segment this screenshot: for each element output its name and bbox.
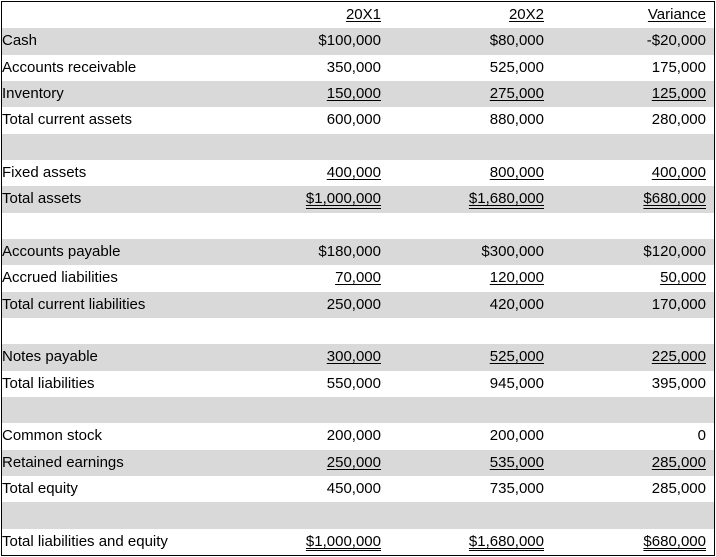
- row-label: [2, 397, 232, 423]
- value-20x1-cell: [232, 318, 381, 344]
- table-row: [2, 107, 714, 133]
- value-variance-cell: [544, 371, 706, 397]
- value-20x2-cell: [381, 265, 544, 291]
- value-20x1-cell: [232, 397, 381, 423]
- header-20x1-text: 20X1: [345, 6, 381, 24]
- value-20x1: 400,000: [326, 164, 381, 182]
- header-20x2-text: 20X2: [508, 6, 544, 24]
- value-20x2: $1,680,000: [468, 190, 544, 208]
- value-20x2-cell: [381, 344, 544, 370]
- value-variance-cell: [544, 529, 706, 555]
- row-label: Retained earnings: [2, 450, 232, 476]
- value-variance-cell: [544, 344, 706, 370]
- row-label: Fixed assets: [2, 164, 87, 182]
- pad-cell: [706, 2, 714, 28]
- value-20x1: $1,000,000: [305, 190, 381, 208]
- value-variance: 125,000: [651, 85, 706, 103]
- row-label: [2, 502, 232, 528]
- value-variance-cell: [544, 318, 706, 344]
- value-20x2-cell: [381, 476, 544, 502]
- value-variance-cell: [544, 107, 706, 133]
- pad-cell: [706, 55, 714, 81]
- value-variance-cell: [544, 134, 706, 160]
- pad-cell: [706, 134, 714, 160]
- value-20x1-cell: [232, 371, 381, 397]
- header-variance: [544, 2, 706, 28]
- value-variance-cell: [544, 186, 706, 212]
- table-row: [2, 397, 714, 423]
- value-20x2: 120,000: [489, 269, 544, 287]
- value-20x1-cell: [232, 265, 381, 291]
- value-20x1-cell: [232, 502, 381, 528]
- row-label: Accounts payable: [2, 239, 232, 265]
- value-variance: 50,000: [660, 269, 706, 287]
- value-variance-cell: [544, 28, 706, 54]
- value-20x2: 945,000: [489, 374, 544, 392]
- value-20x2: 735,000: [489, 480, 544, 498]
- row-label: [2, 318, 232, 344]
- value-20x2: 800,000: [489, 164, 544, 182]
- value-variance: 285,000: [651, 480, 706, 498]
- value-20x1: 350,000: [326, 58, 381, 76]
- table-row: [2, 81, 714, 107]
- pad-cell: [706, 318, 714, 344]
- value-20x1-cell: [232, 344, 381, 370]
- value-20x1: 250,000: [326, 453, 381, 471]
- pad-cell: [706, 292, 714, 318]
- table-row: [2, 450, 714, 476]
- table-row: [2, 134, 714, 160]
- value-variance-cell: [544, 55, 706, 81]
- value-20x2: 420,000: [489, 295, 544, 313]
- row-label: Cash: [2, 28, 232, 54]
- balance-sheet-table-frame: [1, 1, 715, 556]
- pad-cell: [706, 239, 714, 265]
- header-20x1: [232, 2, 381, 28]
- pad-cell: [706, 371, 714, 397]
- table-row: [2, 318, 714, 344]
- value-variance-cell: [544, 265, 706, 291]
- value-20x1: $1,000,000: [305, 532, 381, 550]
- value-20x2-cell: [381, 292, 544, 318]
- pad-cell: [706, 423, 714, 449]
- row-label: Total current liabilities: [2, 292, 232, 318]
- value-20x1-cell: [232, 239, 381, 265]
- value-variance: 280,000: [651, 111, 706, 129]
- value-variance: 285,000: [651, 453, 706, 471]
- value-20x2: 535,000: [489, 453, 544, 471]
- header-variance-text: Variance: [647, 6, 706, 24]
- value-variance: 175,000: [651, 58, 706, 76]
- value-20x1: 600,000: [326, 111, 381, 129]
- value-variance: $680,000: [643, 532, 706, 550]
- table-row: [2, 55, 714, 81]
- value-variance-cell: [544, 239, 706, 265]
- table-row: [2, 213, 714, 239]
- value-variance: 0: [697, 427, 706, 445]
- pad-cell: [706, 397, 714, 423]
- table-row: [2, 239, 714, 265]
- value-variance-cell: [544, 502, 706, 528]
- value-20x2-cell: [381, 450, 544, 476]
- pad-cell: [706, 186, 714, 212]
- value-20x2-cell: [381, 28, 544, 54]
- value-20x2: 525,000: [489, 58, 544, 76]
- value-20x1: 200,000: [326, 427, 381, 445]
- pad-cell: [706, 450, 714, 476]
- table-row: [2, 529, 714, 555]
- row-label: Inventory: [2, 81, 232, 107]
- value-20x2-cell: [381, 502, 544, 528]
- value-variance-cell: [544, 213, 706, 239]
- row-label: Total assets: [2, 186, 232, 212]
- row-label: [2, 134, 232, 160]
- table-row: [2, 160, 714, 186]
- value-20x1-cell: [232, 28, 381, 54]
- table-row: [2, 502, 714, 528]
- value-20x2: $300,000: [481, 243, 544, 261]
- value-20x2-cell: [381, 397, 544, 423]
- row-label: Total liabilities: [2, 374, 95, 392]
- value-20x1: 450,000: [326, 480, 381, 498]
- pad-cell: [706, 160, 714, 186]
- pad-cell: [706, 265, 714, 291]
- pad-cell: [706, 81, 714, 107]
- value-20x1-cell: [232, 160, 381, 186]
- table-body: [2, 2, 714, 555]
- value-20x2-cell: [381, 423, 544, 449]
- row-label: Accrued liabilities: [2, 269, 118, 287]
- pad-cell: [706, 344, 714, 370]
- value-20x1-cell: [232, 476, 381, 502]
- row-label: [2, 213, 232, 239]
- header-label-cell: [2, 2, 232, 28]
- balance-sheet-table: [2, 2, 714, 555]
- row-label: Total current assets: [2, 111, 133, 129]
- value-variance-cell: [544, 423, 706, 449]
- value-20x1-cell: [232, 107, 381, 133]
- value-20x2-cell: [381, 81, 544, 107]
- row-label: Common stock: [2, 427, 103, 445]
- value-20x1: 70,000: [335, 269, 381, 287]
- value-20x2-cell: [381, 186, 544, 212]
- value-20x1: $100,000: [318, 32, 381, 50]
- header-20x2: [381, 2, 544, 28]
- pad-cell: [706, 502, 714, 528]
- pad-cell: [706, 28, 714, 54]
- value-20x1-cell: [232, 55, 381, 81]
- value-variance-cell: [544, 81, 706, 107]
- value-20x1: 550,000: [326, 374, 381, 392]
- value-20x1-cell: [232, 186, 381, 212]
- value-variance: -$20,000: [646, 32, 706, 50]
- row-label: Accounts receivable: [2, 58, 137, 76]
- pad-cell: [706, 213, 714, 239]
- value-20x1: 150,000: [326, 85, 381, 103]
- value-20x1-cell: [232, 450, 381, 476]
- value-20x2-cell: [381, 318, 544, 344]
- value-20x1-cell: [232, 81, 381, 107]
- value-20x2: 880,000: [489, 111, 544, 129]
- value-variance-cell: [544, 476, 706, 502]
- value-variance-cell: [544, 292, 706, 318]
- value-20x2: 200,000: [489, 427, 544, 445]
- row-label: Total equity: [2, 480, 78, 498]
- table-row: [2, 28, 714, 54]
- value-20x2-cell: [381, 239, 544, 265]
- table-row: [2, 186, 714, 212]
- pad-cell: [706, 107, 714, 133]
- pad-cell: [706, 476, 714, 502]
- value-variance-cell: [544, 397, 706, 423]
- table-row: [2, 476, 714, 502]
- value-variance: 225,000: [651, 348, 706, 366]
- value-20x2-cell: [381, 371, 544, 397]
- value-20x2-cell: [381, 213, 544, 239]
- value-20x1-cell: [232, 529, 381, 555]
- value-20x2-cell: [381, 160, 544, 186]
- table-row: [2, 292, 714, 318]
- value-20x1: 300,000: [326, 348, 381, 366]
- value-20x2: $80,000: [489, 32, 544, 50]
- value-20x1: 250,000: [326, 295, 381, 313]
- value-20x2: $1,680,000: [468, 532, 544, 550]
- value-variance: 400,000: [651, 164, 706, 182]
- table-row: [2, 423, 714, 449]
- value-20x2-cell: [381, 107, 544, 133]
- row-label: Total liabilities and equity: [2, 532, 168, 550]
- value-variance: $120,000: [643, 243, 706, 261]
- value-variance: 170,000: [651, 295, 706, 313]
- pad-cell: [706, 529, 714, 555]
- value-variance: 395,000: [651, 374, 706, 392]
- value-20x2-cell: [381, 529, 544, 555]
- value-20x1-cell: [232, 423, 381, 449]
- header-row: [2, 2, 714, 28]
- value-20x2: 525,000: [489, 348, 544, 366]
- value-20x1-cell: [232, 213, 381, 239]
- value-variance-cell: [544, 450, 706, 476]
- table-row: [2, 371, 714, 397]
- value-20x1-cell: [232, 134, 381, 160]
- value-20x2-cell: [381, 134, 544, 160]
- table-row: [2, 265, 714, 291]
- value-20x2-cell: [381, 55, 544, 81]
- value-20x1-cell: [232, 292, 381, 318]
- value-20x1: $180,000: [318, 243, 381, 261]
- value-20x2: 275,000: [489, 85, 544, 103]
- row-label: Notes payable: [2, 344, 232, 370]
- value-variance-cell: [544, 160, 706, 186]
- table-row: [2, 344, 714, 370]
- value-variance: $680,000: [643, 190, 706, 208]
